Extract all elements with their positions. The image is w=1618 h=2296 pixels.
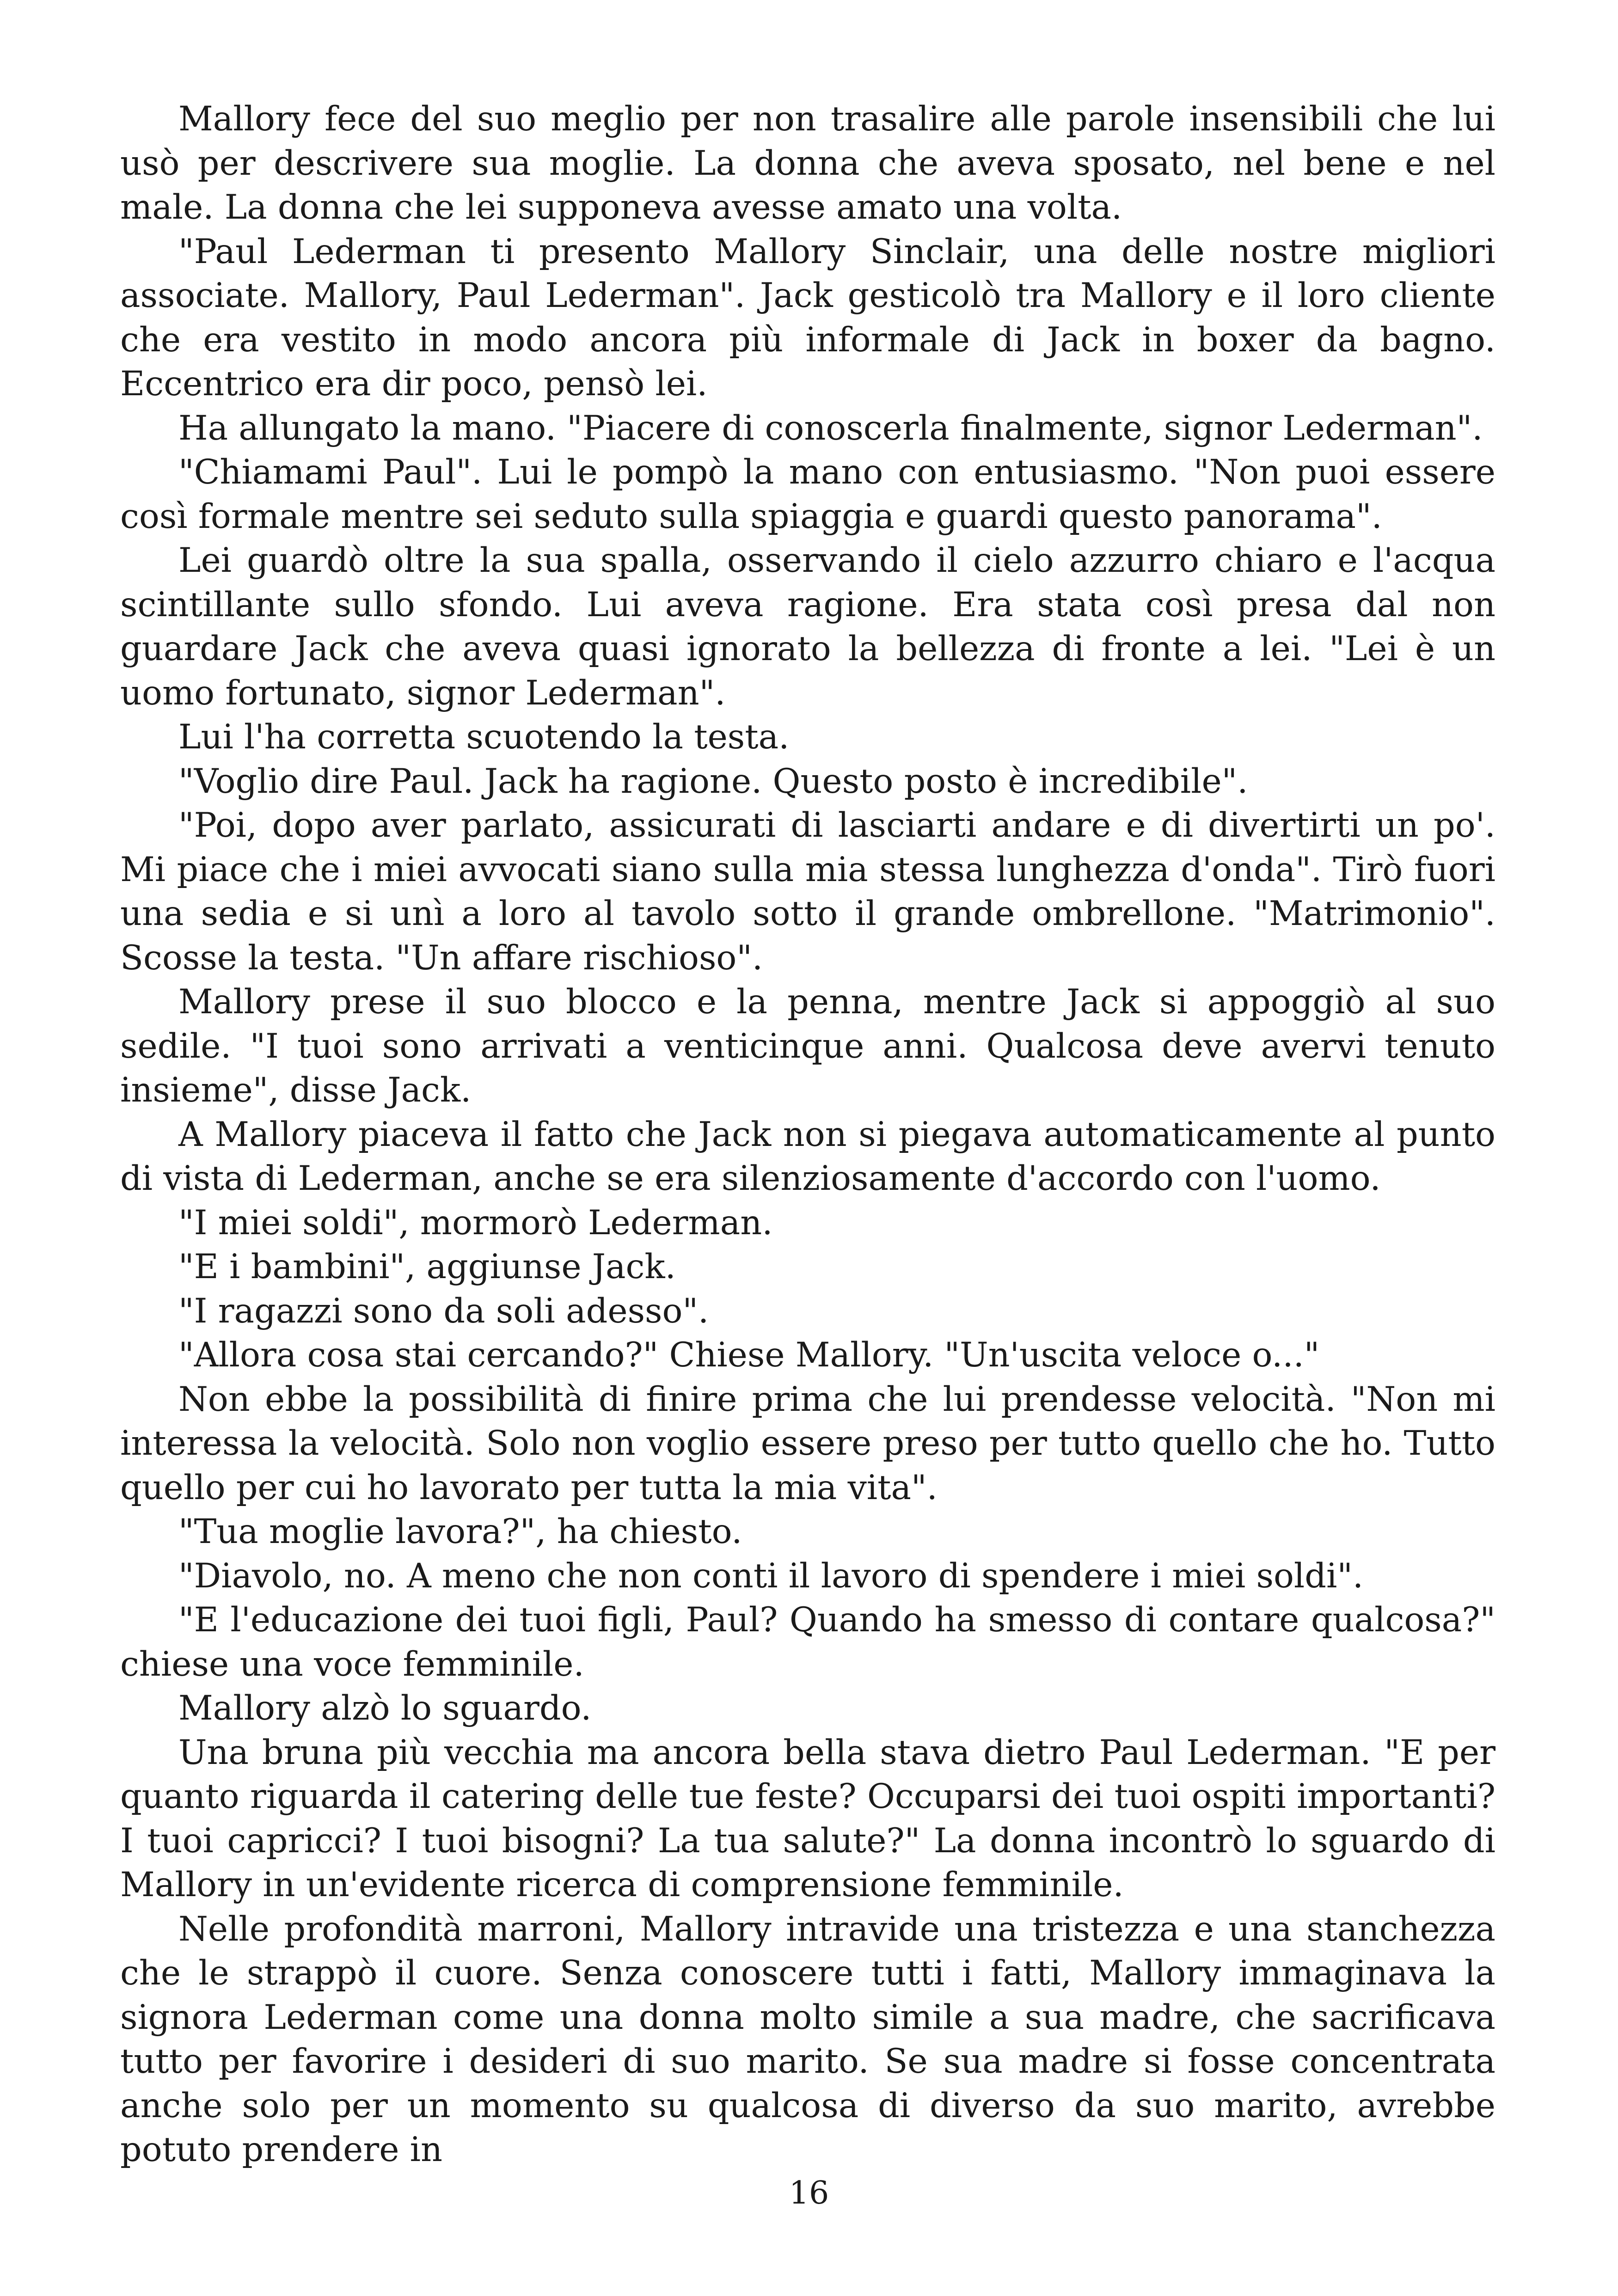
paragraph: "E i bambini", aggiunse Jack. [178,1247,676,1286]
paragraph: "Allora cosa stai cercando?" Chiese Mallory. "Un'uscita veloce o..." [178,1335,1320,1375]
body-text [120,97,1495,2172]
paragraph: Non ebbe la possibilità di finire prima che lui prendesse velocità. "Non mi interessa la velocità. Solo non voglio essere preso per tutto quello che ho. Tutto quello per cui ho lavorato per tutta la mia vita". [120,1379,1495,1507]
paragraph: "E l'educazione dei tuoi figli, Paul? Quando ha smesso di contare qualcosa?" chiese una voce femminile. [120,1600,1495,1684]
paragraph: "Chiamami Paul". Lui le pompò la mano con entusiasmo. "Non puoi essere così formale mentre sei seduto sulla spiaggia e guardi questo panorama". [120,453,1495,536]
paragraph: "Diavolo, no. A meno che non conti il lavoro di spendere i miei soldi". [178,1556,1364,1596]
paragraph: "Tua moglie lavora?", ha chiesto. [178,1512,742,1551]
paragraph: "I ragazzi sono da soli adesso". [178,1291,709,1331]
paragraph: Mallory fece del suo meglio per non trasalire alle parole insensibili che lui usò per descrivere sua moglie. La donna che aveva sposato, nel bene e nel male. La donna che lei supponeva avesse amato una volta. [120,99,1495,227]
paragraph: Lui l'ha corretta scuotendo la testa. [178,717,790,757]
paragraph: Mallory alzò lo sguardo. [178,1689,592,1728]
paragraph: Nelle profondità marroni, Mallory intravide una tristezza e una stanchezza che le strappò il cuore. Senza conoscere tutti i fatti, Mallory immaginava la signora Lederman come una donna molto simile a sua madre, che sacrificava tutto per favorire i desideri di suo marito. Se sua madre si fosse concentrata anche solo per un momento su qualcosa di diverso da suo marito, avrebbe potuto prendere in [120,1909,1495,2169]
paragraph: "Paul Lederman ti presento Mallory Sinclair, una delle nostre migliori associate. Mallory, Paul Lederman". Jack gesticolò tra Mallory e il loro cliente che era vestito in modo ancora più informale di Jack in boxer da bagno. Eccentrico era dir poco, pensò lei. [120,232,1495,404]
paragraph: "I miei soldi", mormorò Lederman. [178,1203,773,1243]
paragraph: Ha allungato la mano. "Piacere di conoscerla finalmente, signor Lederman". [178,408,1483,448]
paragraph: "Poi, dopo aver parlato, assicurati di lasciarti andare e di divertirti un po'. Mi piace che i miei avvocati siano sulla mia stessa lunghezza d'onda". Tirò fuori una sedia e si unì a loro al tavolo sotto il grande ombrellone. "Matrimonio". Scosse la testa. "Un affare rischioso". [120,806,1495,978]
paragraph: Una bruna più vecchia ma ancora bella stava dietro Paul Lederman. "E per quanto riguarda il catering delle tue feste? Occuparsi dei tuoi ospiti importanti? I tuoi capricci? I tuoi bisogni? La tua salute?" La donna incontrò lo sguardo di Mallory in un'evidente ricerca di comprensione femminile. [120,1733,1495,1904]
paragraph: "Voglio dire Paul. Jack ha ragione. Questo posto è incredibile". [178,761,1248,801]
paragraph: Lei guardò oltre la sua spalla, osservando il cielo azzurro chiaro e l'acqua scintillante sullo sfondo. Lui aveva ragione. Era stata così presa dal non guardare Jack che aveva quasi ignorato la bellezza di fronte a lei. "Lei è un uomo fortunato, signor Lederman". [120,541,1495,713]
paragraph: Mallory prese il suo blocco e la penna, mentre Jack si appoggiò al suo sedile. "I tuoi sono arrivati a venticinque anni. Qualcosa deve avervi tenuto insieme", disse Jack. [120,982,1495,1110]
paragraph: A Mallory piaceva il fatto che Jack non si piegava automaticamente al punto di vista di Lederman, anche se era silenziosamente d'accordo con l'uomo. [120,1114,1495,1198]
page-number: 16 [789,2175,829,2211]
